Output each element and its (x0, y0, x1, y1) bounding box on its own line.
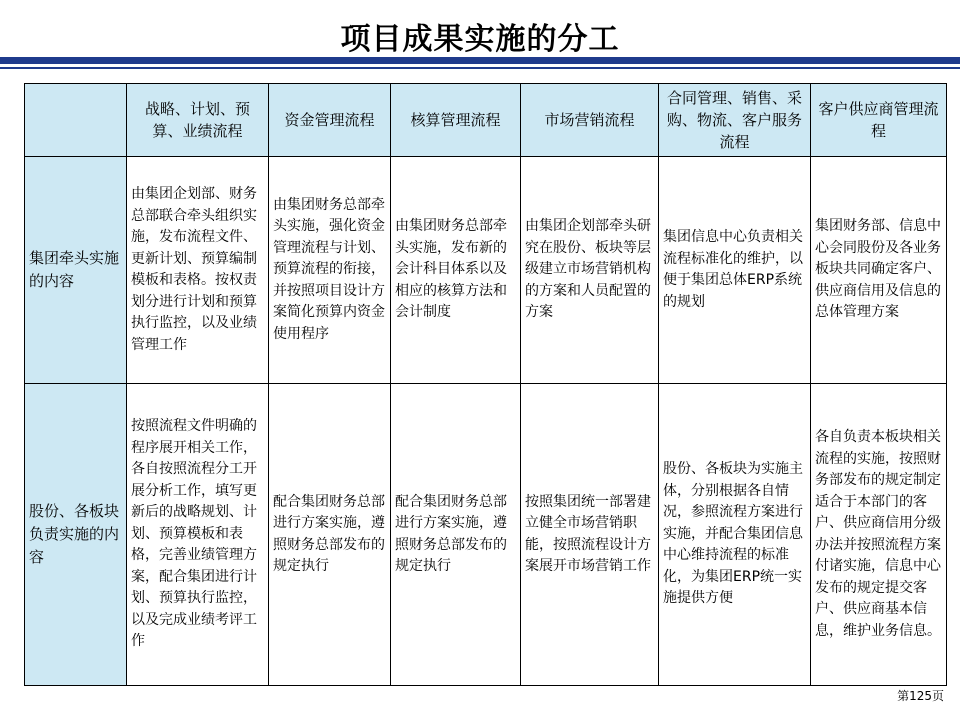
header-accounting-management: 核算管理流程 (391, 84, 521, 157)
title-underline-thin (0, 67, 960, 69)
table-cell: 按照流程文件明确的程序展开相关工作，各自按照流程分工开展分析工作，填写更新后的战略规划、计划、预算模板和表格，完善业绩管理方案，配合集团进行计划、预算执行监控，以及完成业绩考评工作 (127, 384, 269, 686)
header-customer-supplier: 客户供应商管理流程 (811, 84, 947, 157)
table-row-group-lead (25, 157, 947, 384)
row-label-subsidiary: 股份、各板块负责实施的内容 (25, 384, 127, 686)
division-table (24, 83, 947, 686)
table-cell: 按照集团统一部署建立健全市场营销职能，按照流程设计方案展开市场营销工作 (521, 384, 659, 686)
table-cell: 由集团企划部、财务总部联合牵头组织实施，发布流程文件、更新计划、预算编制模板和表格。按权责划分进行计划和预算执行监控，以及业绩管理工作 (127, 157, 269, 384)
table-cell: 集团财务部、信息中心会同股份及各业务板块共同确定客户、供应商信用及信息的总体管理方案 (811, 157, 947, 384)
table-cell: 由集团财务总部牵头实施，强化资金管理流程与计划、预算流程的衔接，并按照项目设计方案简化预算内资金使用程序 (269, 157, 391, 384)
header-contract-sales-procurement: 合同管理、销售、采购、物流、客户服务流程 (659, 84, 811, 157)
table-row-subsidiary (25, 384, 947, 686)
table-cell: 由集团企划部牵头研究在股份、板块等层级建立市场营销机构的方案和人员配置的方案 (521, 157, 659, 384)
table-cell: 各自负责本板块相关流程的实施，按照财务部发布的规定制定适合于本部门的客户、供应商信用分级办法并按照流程方案付诸实施，信息中心发布的规定提交客户、供应商基本信息，维护业务信息。 (811, 384, 947, 686)
table-cell: 由集团财务总部牵头实施，发布新的会计科目体系以及相应的核算方法和会计制度 (391, 157, 521, 384)
header-corner (25, 84, 127, 157)
row-label-group-lead: 集团牵头实施的内容 (25, 157, 127, 384)
table-cell: 股份、各板块为实施主体，分别根据各自情况，参照流程方案进行实施，并配合集团信息中心维持流程的标准化，为集团ERP统一实施提供方便 (659, 384, 811, 686)
header-fund-management: 资金管理流程 (269, 84, 391, 157)
header-row (25, 84, 947, 157)
page-number: 第125页 (897, 689, 944, 703)
header-marketing: 市场营销流程 (521, 84, 659, 157)
table-cell: 配合集团财务总部进行方案实施，遵照财务总部发布的规定执行 (391, 384, 521, 686)
page-title: 项目成果实施的分工 (340, 22, 620, 57)
table-cell: 集团信息中心负责相关流程标准化的维护，以便于集团总体ERP系统的规划 (659, 157, 811, 384)
header-strategy-plan-budget: 战略、计划、预算、业绩流程 (127, 84, 269, 157)
title-underline (0, 57, 960, 64)
table-cell: 配合集团财务总部进行方案实施，遵照财务总部发布的规定执行 (269, 384, 391, 686)
